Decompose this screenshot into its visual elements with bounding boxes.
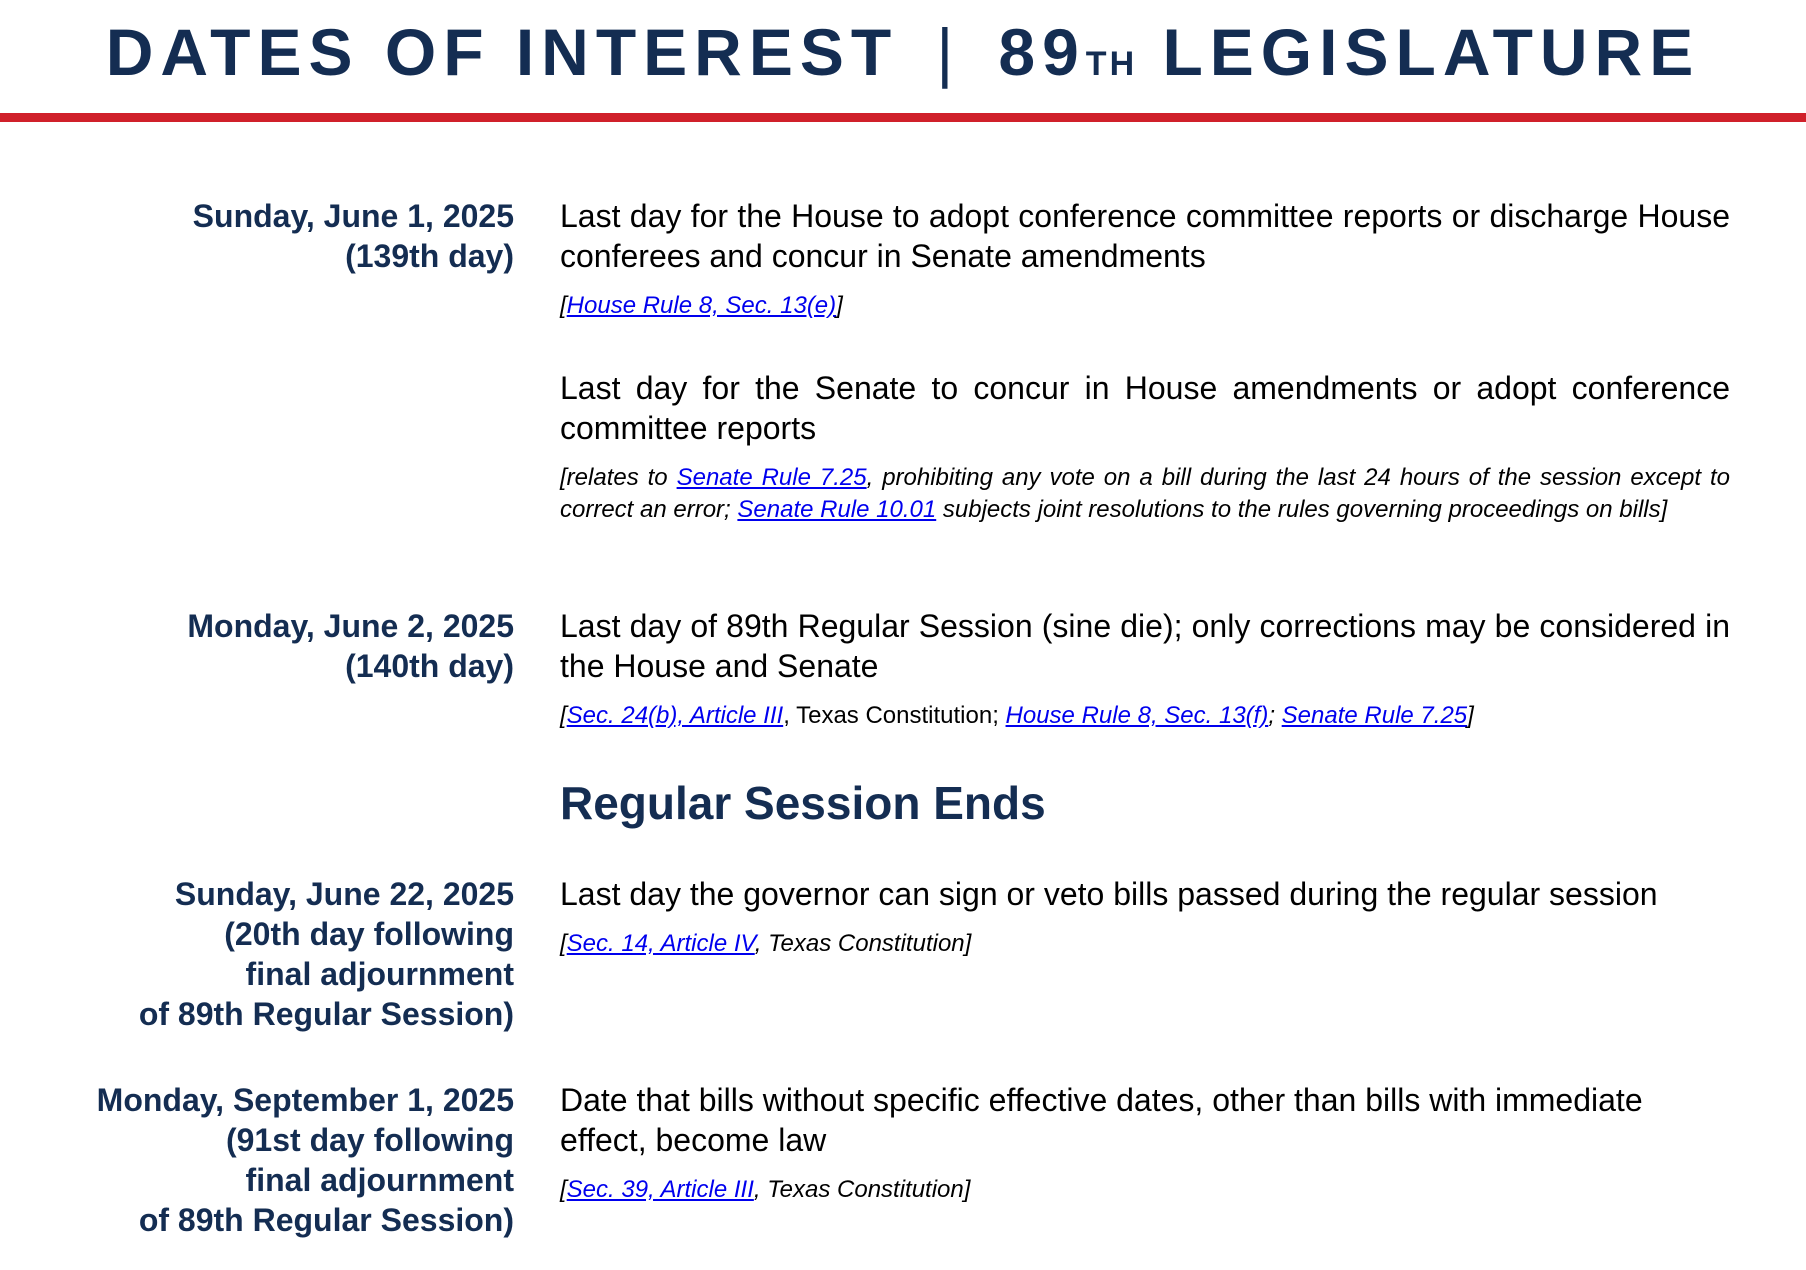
title-number: 89 — [998, 15, 1086, 89]
entry-date — [60, 606, 514, 686]
cite-link[interactable]: House Rule 8, Sec. 13(e) — [566, 292, 837, 319]
cite-link[interactable]: Senate Rule 10.01 — [737, 496, 937, 523]
cite-link[interactable]: Senate Rule 7.25 — [1281, 702, 1468, 729]
day-text: (139th day) — [345, 238, 514, 274]
cite-link[interactable]: Senate Rule 7.25 — [676, 464, 867, 491]
day-text: of 89th Regular Session) — [138, 1202, 514, 1238]
day-text: (140th day) — [345, 648, 514, 684]
date-text: Monday, September 1, 2025 — [96, 1082, 514, 1118]
entry-citation — [560, 290, 1730, 322]
cite-text: [ — [560, 930, 567, 957]
title-separator: | — [936, 15, 961, 89]
title-left: DATES OF INTEREST — [105, 15, 899, 89]
entry-citation — [560, 700, 1730, 732]
cite-link[interactable]: Sec. 24(b), Article III — [566, 702, 784, 729]
cite-text: [ — [560, 292, 567, 319]
entry-date — [60, 874, 514, 1034]
cite-text: ; — [1268, 702, 1282, 729]
cite-text: [ — [560, 702, 567, 729]
entry-citation — [560, 1174, 1730, 1206]
date-text: Sunday, June 1, 2025 — [192, 198, 514, 234]
title-right: LEGISLATURE — [1162, 15, 1701, 89]
day-text: of 89th Regular Session) — [138, 996, 514, 1032]
date-text: Monday, June 2, 2025 — [187, 608, 514, 644]
cite-text: , Texas Constitution] — [753, 1176, 971, 1203]
cite-text: , Texas Constitution] — [754, 930, 972, 957]
entry-description: Last day for the House to adopt conference committee reports or discharge House conferees and concur in Senate amendments — [560, 198, 1730, 274]
cite-link[interactable]: Sec. 39, Article III — [566, 1176, 754, 1203]
title-suffix: TH — [1085, 45, 1138, 83]
cite-text: subjects joint resolutions to the rules governing proceedings on bills] — [936, 496, 1668, 523]
cite-text: [relates to — [560, 464, 677, 491]
page-title — [0, 14, 1806, 90]
entry-date — [60, 1080, 514, 1240]
cite-link[interactable]: Sec. 14, Article IV — [566, 930, 755, 957]
section-heading: Regular Session Ends — [560, 777, 1046, 829]
entry-description: Date that bills without specific effective dates, other than bills with immediate effect, become law — [560, 1082, 1643, 1158]
entry-citation — [560, 462, 1730, 526]
entry-date — [60, 196, 514, 276]
entry-description: Last day of 89th Regular Session (sine die); only corrections may be considered in the House and Senate — [560, 608, 1730, 684]
cite-text: , prohibiting any vote on a bill during the last 24 hours of the session except to correct an error; — [560, 464, 1730, 523]
cite-text: , Texas Constitution; — [783, 702, 1006, 729]
date-text: Sunday, June 22, 2025 — [174, 876, 514, 912]
entry-description: Last day the governor can sign or veto bills passed during the regular session — [560, 876, 1658, 912]
cite-text: ] — [1467, 702, 1474, 729]
day-text: (20th day following — [224, 916, 514, 952]
entry-citation — [560, 928, 1730, 960]
header-divider — [0, 113, 1806, 122]
day-text: final adjournment — [245, 956, 514, 992]
cite-link[interactable]: House Rule 8, Sec. 13(f) — [1005, 702, 1269, 729]
day-text: final adjournment — [245, 1162, 514, 1198]
entry-description: Last day for the Senate to concur in House amendments or adopt conference committee reports — [560, 370, 1730, 446]
cite-text: [ — [560, 1176, 567, 1203]
cite-text: ] — [836, 292, 843, 319]
day-text: (91st day following — [225, 1122, 514, 1158]
